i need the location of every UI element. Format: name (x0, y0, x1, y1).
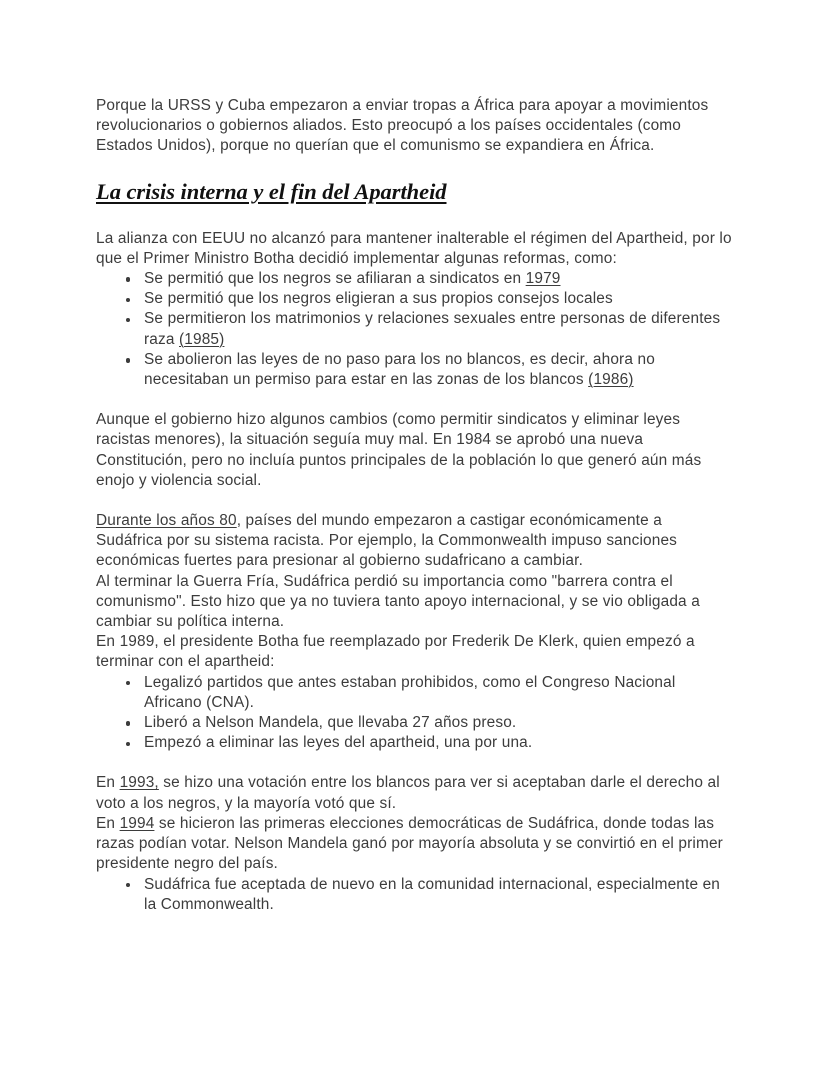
list-item: Legalizó partidos que antes estaban prohibidos, como el Congreso Nacional Africano (CNA). (96, 673, 732, 713)
referendum-text-after: se hizo una votación entre los blancos para ver si aceptaban darle el derecho al voto a los negros, y la mayoría votó que sí. (96, 774, 720, 812)
list-item: Sudáfrica fue aceptada de nuevo en la comunidad internacional, especialmente en la Commonwealth. (96, 875, 732, 915)
list-item-underlined-year: 1979 (525, 270, 561, 288)
elections-underlined-year: 1994 (119, 814, 155, 832)
spacer (96, 491, 732, 511)
sanctions-paragraph-text: , países del mundo empezaron a castigar económicamente a Sudáfrica por su sistema racista. Por ejemplo, la Commonwealth impuso sanciones económicas fuertes para presionar al gobierno sudafricano a cambiar. (96, 512, 678, 570)
final-list (96, 875, 732, 915)
list-item-underlined-year: (1985) (179, 330, 225, 348)
de-klerk-list (96, 673, 732, 754)
list-item (96, 309, 732, 349)
reforms-list (96, 269, 732, 390)
de-klerk-paragraph: En 1989, el presidente Botha fue reemplazado por Frederik De Klerk, quien empezó a terminar con el apartheid: (96, 633, 695, 671)
list-item: Empezó a eliminar las leyes del apartheid, una por una. (96, 733, 732, 753)
list-item (96, 350, 732, 390)
section-heading: La crisis interna y el fin del Apartheid (96, 178, 447, 204)
section-heading-wrapper (96, 179, 732, 205)
cold-war-paragraph: Al terminar la Guerra Fría, Sudáfrica perdió su importancia como "barrera contra el comunismo". Esto hizo que ya no tuviera tanto apoyo internacional, y se vio obligada a cambiar su política interna. (96, 572, 700, 631)
elections-paragraph (96, 814, 732, 875)
list-item-text: Se abolieron las leyes de no paso para los no blancos, es decir, ahora no necesitaban un permiso para estar en las zonas de los blancos (144, 350, 655, 389)
intro-paragraph: Porque la URSS y Cuba empezaron a enviar tropas a África para apoyar a movimientos revolucionarios o gobiernos aliados. Esto preocupó a los países occidentales (como Estados Unidos), porque no querían que el comunismo se expandiera en África. (96, 97, 709, 155)
document-body (96, 96, 732, 915)
reforms-intro-paragraph: La alianza con EEUU no alcanzó para mantener inalterable el régimen del Apartheid, por lo que el Primer Ministro Botha decidió implementar algunas reformas, como: (96, 229, 732, 267)
sanctions-underlined-lead: Durante los años 80 (96, 512, 237, 530)
list-item (96, 269, 732, 289)
list-item-text: Se permitió que los negros eligieran a sus propios consejos locales (144, 290, 613, 308)
spacer (96, 753, 732, 773)
sanctions-paragraph (96, 511, 732, 572)
elections-text-after: se hicieron las primeras elecciones democráticas de Sudáfrica, donde todas las razas podían votar. Nelson Mandela ganó por mayoría absoluta y se convirtió en el primer presidente negro del país. (96, 814, 723, 873)
referendum-underlined-year: 1993, (119, 774, 159, 792)
referendum-paragraph (96, 773, 732, 813)
list-item-text: Se permitieron los matrimonios y relaciones sexuales entre personas de diferentes raza (144, 310, 721, 348)
spacer (96, 390, 732, 410)
list-item-text: Se permitió que los negros se afiliaran a sindicatos en (144, 270, 526, 288)
list-item (96, 289, 732, 309)
elections-text-before: En (96, 814, 120, 832)
constitution-paragraph: Aunque el gobierno hizo algunos cambios (como permitir sindicatos y eliminar leyes racistas menores), la situación seguía muy mal. En 1984 se aprobó una nueva Constitución, pero no incluía puntos principales de la población lo que generó aún más enojo y violencia social. (96, 411, 702, 489)
list-item: Liberó a Nelson Mandela, que llevaba 27 años preso. (96, 713, 732, 733)
list-item-underlined-year: (1986) (588, 371, 634, 389)
referendum-text-before: En (96, 774, 120, 792)
